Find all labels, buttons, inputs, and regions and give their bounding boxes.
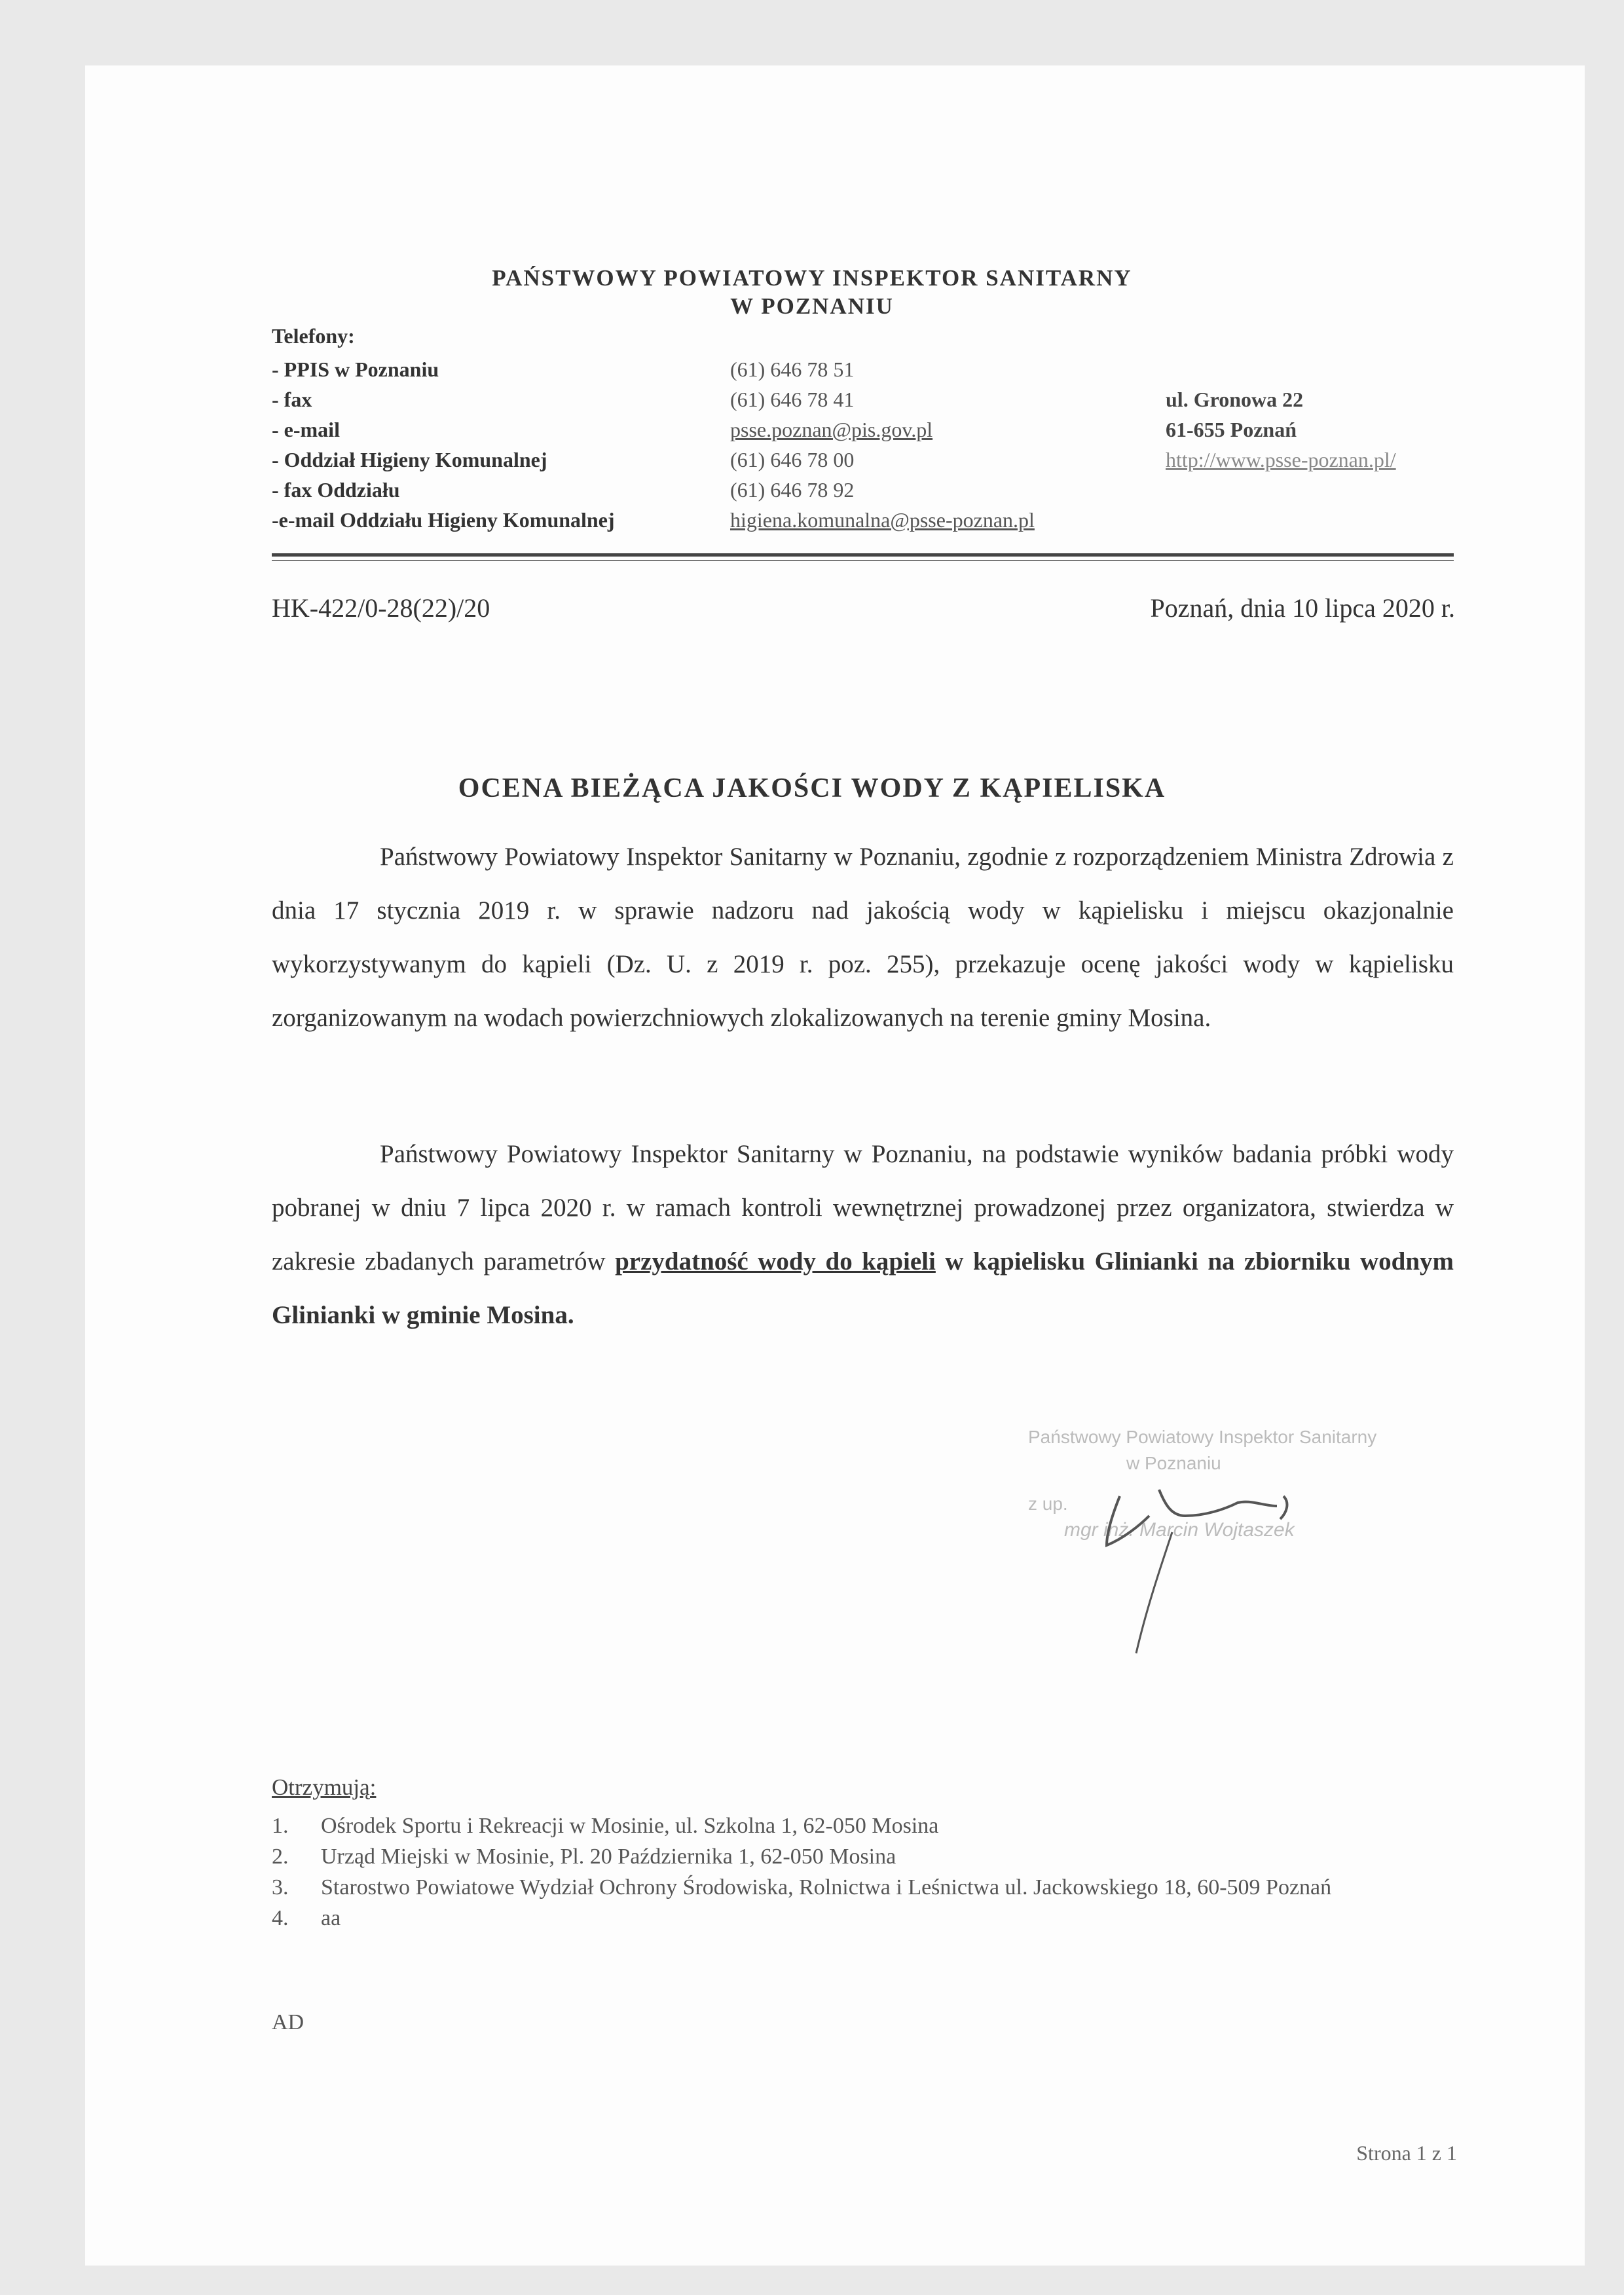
paragraph-1 xyxy=(272,830,1454,1045)
contact-label: - fax Oddziału xyxy=(272,478,400,502)
contact-label: - fax xyxy=(272,388,312,411)
list-item: 4. aa xyxy=(272,1906,341,1930)
reference-number: HK-422/0-28(22)/20 xyxy=(272,593,490,623)
stamp-line1: Państwowy Powiatowy Inspektor Sanitarny xyxy=(1028,1427,1377,1447)
suitability-emphasis: przydatność wody do kąpieli xyxy=(615,1247,936,1276)
stamp-line2: w Poznaniu xyxy=(1126,1453,1221,1473)
recipients-list xyxy=(272,1810,1464,1934)
address-city: 61-655 Poznań xyxy=(1166,418,1297,441)
email-link[interactable]: psse.poznan@pis.gov.pl xyxy=(730,418,933,441)
contact-labels xyxy=(272,354,615,535)
address-block xyxy=(1166,384,1396,475)
author-initials: AD xyxy=(272,2010,304,2034)
header-divider xyxy=(272,553,1454,557)
phones-label: Telefony: xyxy=(272,324,355,348)
handwritten-signature xyxy=(1008,1434,1375,1657)
stamp-prefix: z up. xyxy=(1028,1494,1068,1514)
page-number: Strona 1 z 1 xyxy=(1356,2141,1457,2165)
paragraph-2 xyxy=(272,1128,1454,1342)
contact-label: - Oddział Higieny Komunalnej xyxy=(272,448,547,471)
contact-value: (61) 646 78 41 xyxy=(730,388,855,411)
contact-value: (61) 646 78 00 xyxy=(730,448,855,471)
authority-title-line2: W POZNANIU xyxy=(730,293,894,319)
document-title: OCENA BIEŻĄCA JAKOŚCI WODY Z KĄPIELISKA xyxy=(458,773,1166,803)
address-street: ul. Gronowa 22 xyxy=(1166,388,1304,411)
document-date: Poznań, dnia 10 lipca 2020 r. xyxy=(1150,593,1455,623)
stamp-name: mgr inż. Marcin Wojtaszek xyxy=(1064,1519,1295,1541)
paragraph-2-bold: w kąpielisku Glinianki na zbiorniku wodnym Glinianki w gminie Mosina. xyxy=(272,1247,1454,1329)
list-item: 1. Ośrodek Sportu i Rekreacji w Mosinie, ul. Szkolna 1, 62-050 Mosina xyxy=(272,1814,939,1838)
list-item: 3. Starostwo Powiatowe Wydział Ochrony Środowiska, Rolnictwa i Leśnictwa ul. Jackowskiego 18, 60-509 Poznań xyxy=(272,1875,1332,1900)
paragraph-2-text: Państwowy Powiatowy Inspektor Sanitarny w Poznaniu, na podstawie wyników badania próbki wody pobranej w dniu 7 lipca 2020 r. w ramach kontroli wewnętrznej prowadzonej przez organizatora, stwierdza w zakresie zbadanych parametrów xyxy=(272,1140,1454,1276)
contact-label: - PPIS w Poznaniu xyxy=(272,358,439,381)
contact-value: (61) 646 78 92 xyxy=(730,478,855,502)
list-item: 2. Urząd Miejski w Mosinie, Pl. 20 Października 1, 62-050 Mosina xyxy=(272,1845,896,1869)
department-email-link[interactable]: higiena.komunalna@psse-poznan.pl xyxy=(730,508,1035,532)
contact-values xyxy=(730,354,1035,535)
recipients-heading: Otrzymują: xyxy=(272,1774,377,1800)
paragraph-1-text: Państwowy Powiatowy Inspektor Sanitarny w Poznaniu, zgodnie z rozporządzeniem Ministra Zdrowia z dnia 17 stycznia 2019 r. w sprawie nadzoru nad jakością wody w kąpielisku i miejscu okazjonalnie wykorzystywanym do kąpieli (Dz. U. z 2019 r. poz. 255), przekazuje ocenę jakości wody w kąpielisku zorganizowanym na wodach powierzchniowych zlokalizowanych na terenie gminy Mosina. xyxy=(272,843,1454,1032)
contact-value: (61) 646 78 51 xyxy=(730,358,855,381)
authority-title-line1: PAŃSTWOWY POWIATOWY INSPEKTOR SANITARNY xyxy=(492,265,1132,291)
contact-label: -e-mail Oddziału Higieny Komunalnej xyxy=(272,508,615,532)
website-link[interactable]: http://www.psse-poznan.pl/ xyxy=(1166,448,1396,471)
contact-label: - e-mail xyxy=(272,418,340,441)
header-divider-thin xyxy=(272,560,1454,561)
